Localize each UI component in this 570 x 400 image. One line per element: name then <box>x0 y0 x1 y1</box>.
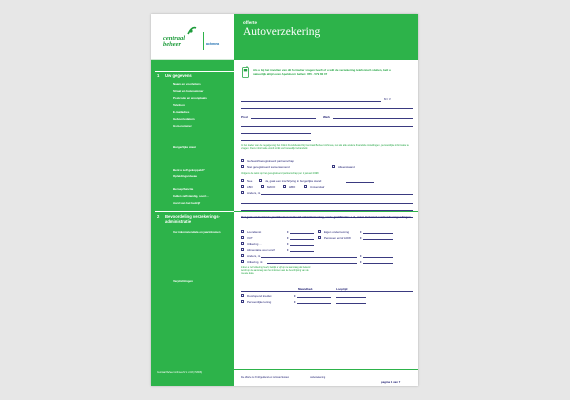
partner-yes-label: Ja, gaat een inschrijving in burgerlijke stand: <box>265 179 322 183</box>
edu-hbo-label: HBO <box>289 185 296 189</box>
credit-label: Doorlopend krediet <box>247 294 272 298</box>
income-note: Indien u zelf uitkering heeft, bekijkt u vijf op uw aanvraag als bekend wordt op de aanvraag van het inkomen aan de beschrijving van de nieuwe data. <box>241 267 311 275</box>
footer-note: De offerte is 3 blz/geldend en inclusief kosten <box>241 376 290 379</box>
footer-separator <box>234 369 418 370</box>
income-other-amount[interactable] <box>363 257 393 258</box>
income-benefit-field[interactable] <box>290 245 314 246</box>
income-question: Het gaat om het bruto jaarinkomen inclusief vakantietoeslag, vaste gratificaties e.d., maar inclusief overheadsvergoedingen. <box>241 215 412 219</box>
page-header <box>234 14 418 60</box>
marital-single-label: Alleenstaand <box>338 165 355 169</box>
label-mobile: Gsm-nummer <box>173 124 192 128</box>
edu-lbo-label: LBO <box>247 185 253 189</box>
income-benefit-currency: € <box>287 242 289 246</box>
logo-word-2: beheer <box>163 41 182 48</box>
work-phone-field[interactable] <box>333 118 413 119</box>
section-1-rule <box>155 71 234 72</box>
income-business-currency: € <box>360 230 362 234</box>
credit-term-field[interactable] <box>336 297 366 298</box>
income-vut-currency: € <box>287 236 289 240</box>
label-phone: Telefoon <box>173 103 185 107</box>
edu-other-field[interactable] <box>261 194 413 195</box>
income-pension-currency: € <box>360 236 362 240</box>
label-income: Uw inkomstendata en jaarinkomen <box>173 230 221 234</box>
section-1-title: Uw gegevens <box>165 73 192 78</box>
intro-text: Als u bij het invullen van dit formulier vragen heeft of u wilt de verzekering telefonisch sluiten, belt u natuurlijk altijd even Apeldoorn bellen: 055 - 579 80 07 <box>253 68 391 76</box>
income-business-field[interactable] <box>363 233 393 234</box>
logo <box>151 14 234 60</box>
income-salary-label: Loondienst <box>247 230 262 234</box>
phone-icon <box>242 66 249 78</box>
edu-mavo-checkbox[interactable] <box>261 185 264 188</box>
logo-divider <box>203 32 204 50</box>
income-benefit2-amount[interactable] <box>363 263 393 264</box>
partner-yes-checkbox[interactable] <box>259 179 262 182</box>
income-salary-currency: € <box>287 230 289 234</box>
section-separator <box>234 211 418 212</box>
obligations-col-term: Looptijd <box>336 287 348 291</box>
label-marital-status: Burgerlijke staat <box>173 145 196 149</box>
obligations-header-line <box>241 291 413 292</box>
logo-subbrand: achmea <box>206 42 220 46</box>
income-pension-checkbox[interactable] <box>318 236 321 239</box>
income-pension-field[interactable] <box>363 239 393 240</box>
income-other-currency: € <box>360 254 362 258</box>
income-alimony-currency: € <box>287 248 289 252</box>
edu-other-checkbox[interactable] <box>241 191 244 194</box>
credit-checkbox[interactable] <box>241 294 244 297</box>
email-field[interactable] <box>241 126 413 127</box>
income-other-label: Anders, nl. <box>247 254 261 258</box>
label-self-employed: Indien zelfstandig, soort... <box>173 194 209 198</box>
logo-word-1: centraal <box>163 35 186 42</box>
label-postcode: Postcode en woonplaats <box>173 96 207 100</box>
label-education: Opleidingsniveau <box>173 174 198 178</box>
label-name: Naam en voorletters <box>173 82 201 86</box>
section-1-number: 1 <box>157 73 160 78</box>
form-content <box>234 60 418 386</box>
label-partner: Bent u zelf gekoppeld? <box>173 168 205 172</box>
offer-form-page <box>151 14 418 386</box>
loan-term-field[interactable] <box>336 303 366 304</box>
income-salary-checkbox[interactable] <box>241 230 244 233</box>
work-phone-label: Werk <box>323 115 331 119</box>
income-pension-label: Pensioen en/of AOW <box>324 236 351 240</box>
profession-field[interactable] <box>241 203 413 204</box>
marital-married-checkbox[interactable] <box>241 159 244 162</box>
section-2-rule <box>155 211 234 212</box>
section-2-title: Bevoordeling verzekerings-administratie <box>165 214 220 224</box>
income-benefit2-currency: € <box>360 260 362 264</box>
sidebar-footer: Centraal Beheer Achmea N.V. 2-03 (7/2008) <box>157 372 202 374</box>
income-business-checkbox[interactable] <box>318 230 321 233</box>
marital-cohabiting-checkbox[interactable] <box>241 165 244 168</box>
home-phone-field[interactable] <box>251 118 316 119</box>
birthdate-field[interactable] <box>241 133 311 134</box>
label-obligations: Verplichtingen <box>173 279 193 283</box>
privacy-note: In het kader van de regelgeving het Cliënt Fundsbeleid bij Centraal Beheer Achmea, net als alle andere financiële instellingen, persoonlijke informatie te vragen. Deze informatie wordt strikt vertrouwelijk behandeld. <box>241 144 409 151</box>
home-phone-label: Prod <box>241 115 248 119</box>
sidebar <box>151 14 234 386</box>
income-business-label: Eigen onderneming <box>324 230 350 234</box>
edu-university-label: Universitair <box>310 185 325 189</box>
name-field[interactable] <box>241 101 381 102</box>
loan-amount-field[interactable] <box>297 303 331 304</box>
mobile-field[interactable] <box>241 140 311 141</box>
label-street: Straat en huisnummer <box>173 89 204 93</box>
logo-mark-icon <box>187 25 197 35</box>
income-other-checkbox[interactable] <box>241 254 244 257</box>
page-number: pagina 1 van 7 <box>381 380 401 384</box>
gender-label: M / V <box>384 97 391 101</box>
income-benefit-checkbox[interactable] <box>241 242 244 245</box>
income-vut-label: VUT <box>247 236 253 240</box>
income-vut-checkbox[interactable] <box>241 236 244 239</box>
header-small-title: offerte <box>243 20 258 25</box>
income-alimony-field[interactable] <box>290 251 314 252</box>
partner-date-field[interactable] <box>346 182 374 183</box>
income-vut-field[interactable] <box>290 239 314 240</box>
income-salary-field[interactable] <box>290 233 314 234</box>
marital-single-checkbox[interactable] <box>332 165 335 168</box>
credit-currency: € <box>294 294 296 298</box>
income-benefit2-checkbox[interactable] <box>241 260 244 263</box>
credit-amount-field[interactable] <box>297 297 331 298</box>
loan-currency: € <box>294 300 296 304</box>
income-benefit-label: Uitkering ... <box>247 242 262 246</box>
footer-sign: ondertekening <box>310 376 326 379</box>
income-alimony-label: Alimentatie voor uzelf <box>247 248 275 252</box>
partner-no-checkbox[interactable] <box>241 179 244 182</box>
income-benefit2-label: Uitkering, nl. <box>247 260 264 264</box>
loan-checkbox[interactable] <box>241 300 244 303</box>
edu-other-label: Anders, nl. <box>247 191 261 195</box>
edu-mavo-label: MAVO <box>267 185 276 189</box>
street-field[interactable] <box>241 108 413 109</box>
partner-no-label: Nee <box>247 179 253 183</box>
edu-university-checkbox[interactable] <box>304 185 307 188</box>
income-alimony-checkbox[interactable] <box>241 248 244 251</box>
partner-note: Volgens de tekst op het geregistreerd partnerschap per 1 januari 1998 <box>241 172 319 175</box>
income-other-field[interactable] <box>261 257 357 258</box>
label-business-type: Aard van het bedrijf <box>173 201 201 205</box>
label-birthdate: Geboortedatum <box>173 117 195 121</box>
income-benefit2-field[interactable] <box>267 263 357 264</box>
label-email: E-mailadres <box>173 110 190 114</box>
label-profession: Beroep/functie <box>173 187 194 191</box>
marital-cohabiting-label: Niet geregistreerd samenwonend <box>247 165 290 169</box>
marital-married-label: Gehuwd/Geregistreerd partnerschap <box>247 159 294 163</box>
edu-hbo-checkbox[interactable] <box>283 185 286 188</box>
page-title: Autoverzekering <box>243 26 321 38</box>
loan-label: Persoonlijke lening <box>247 300 272 304</box>
section-2-number: 2 <box>157 214 160 219</box>
obligations-col-amount: Maandbed. <box>298 287 314 291</box>
edu-lbo-checkbox[interactable] <box>241 185 244 188</box>
